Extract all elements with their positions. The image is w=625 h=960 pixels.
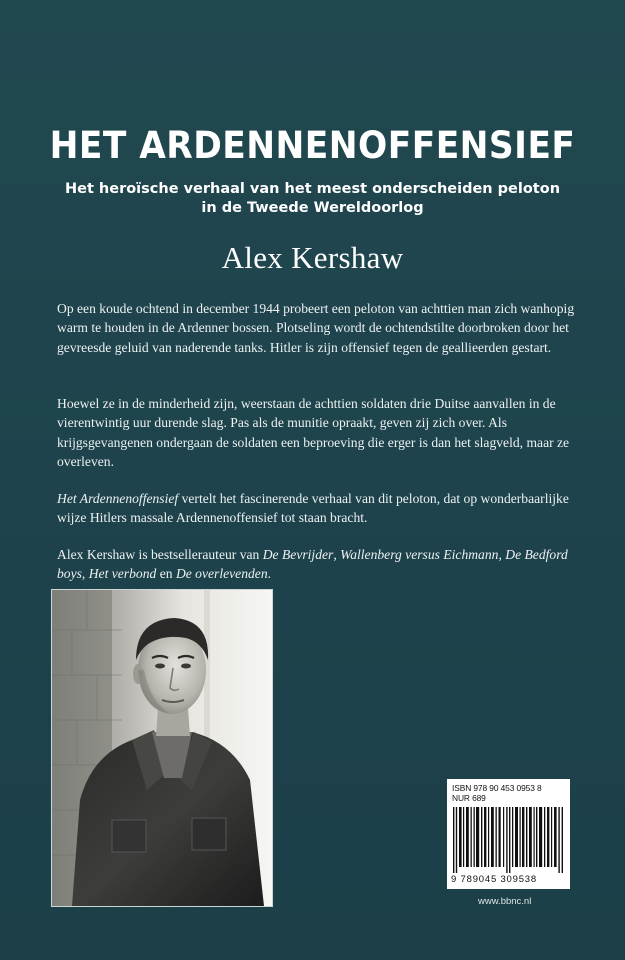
book-bedford-boys: De Bedford boys (57, 547, 568, 582)
blurb-paragraph-3-text: vertelt het fascinerende verhaal van dit peloton, dat op wonderbaarlijke wijze Hitlers massale Ardennenoffensief tot staan bracht. (57, 491, 569, 526)
barcode-bars (453, 807, 564, 873)
isbn-barcode (447, 779, 570, 889)
book-title: HET ARDENNENOFFENSIEF (49, 124, 576, 167)
separator: , (81, 566, 89, 582)
nur-code: NUR 689 (452, 793, 486, 803)
book-title-italic: Het Ardennenoffensief (57, 491, 179, 506)
subtitle-line-2: in de Tweede Wereldoorlog (201, 200, 424, 216)
author-photo (52, 590, 272, 906)
blurb-paragraph-2: Hoewel ze in de minderheid zijn, weerstaan de achttien soldaten drie Duitse aanvallen in de vierentwintig uur durende slag. Pas als de munitie opraakt, geven zij zich over. Als krijgsgevangenen ondergaan de soldaten een beproeving die erger is dan het slagveld, maar ze overleven. (57, 396, 570, 469)
isbn-number: ISBN 978 90 453 0953 8 (452, 783, 542, 793)
author-bio (57, 545, 577, 584)
author-name: Alex Kershaw (221, 240, 404, 275)
book-het-verbond: Het verbond (88, 566, 157, 582)
author-bio-intro: Alex Kershaw is bestsellerauteur van (57, 547, 263, 562)
book-subtitle (0, 180, 625, 218)
period: . (267, 566, 272, 582)
author-portrait-image (52, 590, 272, 906)
publisher-website: www.bbnc.nl (478, 896, 532, 907)
separator: en (156, 566, 176, 582)
subtitle-line-1: Het heroïsche verhaal van het meest onderscheiden peloton (64, 181, 561, 197)
book-wallenberg: Wallenberg versus Eichmann (340, 547, 499, 562)
separator: , (498, 547, 506, 562)
book-de-overlevenden: De overlevenden (175, 566, 268, 582)
blurb-paragraph-3 (57, 489, 577, 528)
book-de-bevrijder: De Bevrijder (262, 547, 334, 562)
separator: , (333, 547, 341, 562)
barcode-digits: 9 789045 309538 (451, 874, 537, 885)
blurb-paragraph-1: Op een koude ochtend in december 1944 probeert een peloton van achttien man zich wanhopig warm te houden in de Ardenner bossen. Plotseling wordt de ochtendstilte doorbroken door het gevreesde geluid van naderende tanks. Hitler is zijn offensief tegen de geallieerden gestart. (57, 301, 575, 355)
